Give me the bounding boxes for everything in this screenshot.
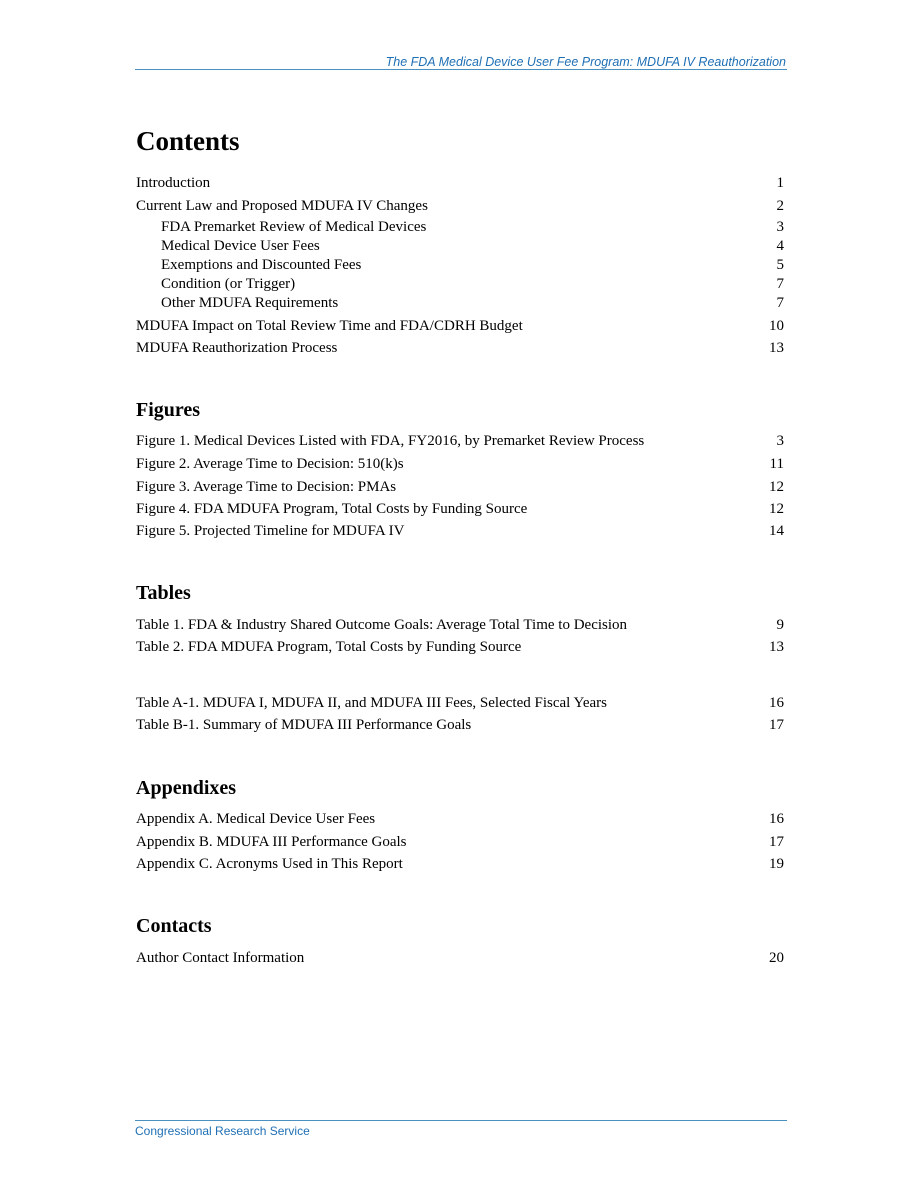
toc-entry-label: Figure 3. Average Time to Decision: PMAs bbox=[136, 479, 397, 495]
toc-entry-figure-2[interactable] bbox=[136, 455, 784, 473]
toc-entry-label: Condition (or Trigger) bbox=[161, 276, 296, 292]
contacts-heading: Contacts bbox=[136, 915, 212, 937]
toc-entry-table-1[interactable] bbox=[136, 616, 784, 634]
figures-heading: Figures bbox=[136, 399, 201, 421]
toc-entry-appendix-c[interactable] bbox=[136, 855, 784, 873]
toc-entry-label: Introduction bbox=[136, 175, 211, 191]
toc-entry-figure-3[interactable] bbox=[136, 478, 784, 496]
toc-page-number: 14 bbox=[769, 523, 784, 539]
running-footer bbox=[135, 1120, 787, 1138]
toc-page-number: 5 bbox=[776, 257, 784, 273]
toc-entry-label: Medical Device User Fees bbox=[161, 238, 320, 254]
toc-entry-figure-4[interactable] bbox=[136, 500, 784, 518]
toc-page-number: 11 bbox=[769, 456, 784, 472]
toc-page-number: 17 bbox=[769, 834, 784, 850]
toc-entry-current-law[interactable] bbox=[136, 197, 784, 215]
toc-entry-label: Table B-1. Summary of MDUFA III Performance Goals bbox=[136, 717, 472, 733]
toc-entry-user-fees[interactable] bbox=[161, 237, 784, 255]
toc-page-number: 13 bbox=[769, 340, 784, 356]
toc-entry-label: Author Contact Information bbox=[136, 950, 305, 966]
toc-entry-label: Table 2. FDA MDUFA Program, Total Costs by Funding Source bbox=[136, 639, 522, 655]
toc-page-number: 12 bbox=[769, 501, 784, 517]
toc-entry-label: Other MDUFA Requirements bbox=[161, 295, 339, 311]
toc-page-number: 16 bbox=[769, 811, 784, 827]
toc-entry-condition[interactable] bbox=[161, 275, 784, 293]
toc-page-number: 2 bbox=[776, 198, 784, 214]
toc-entry-label: FDA Premarket Review of Medical Devices bbox=[161, 219, 427, 235]
toc-entry-label: Appendix C. Acronyms Used in This Report bbox=[136, 856, 403, 872]
toc-page-number: 10 bbox=[769, 318, 784, 334]
toc-entry-label: Current Law and Proposed MDUFA IV Changes bbox=[136, 198, 428, 214]
toc-entry-figure-5[interactable] bbox=[136, 522, 784, 540]
toc-entry-label: Figure 1. Medical Devices Listed with FDA, FY2016, by Premarket Review Process bbox=[136, 433, 645, 449]
toc-entry-label: Figure 4. FDA MDUFA Program, Total Costs by Funding Source bbox=[136, 501, 528, 517]
toc-entry-reauthorization[interactable] bbox=[136, 339, 784, 357]
toc-page-number: 13 bbox=[769, 639, 784, 655]
toc-entry-label: Figure 2. Average Time to Decision: 510(k)s bbox=[136, 456, 404, 472]
toc-entry-table-b1[interactable] bbox=[136, 716, 784, 734]
toc-page-number: 3 bbox=[776, 433, 784, 449]
toc-page-number: 4 bbox=[776, 238, 784, 254]
toc-entry-label: Appendix A. Medical Device User Fees bbox=[136, 811, 376, 827]
toc-entry-label: Table 1. FDA & Industry Shared Outcome Goals: Average Total Time to Decision bbox=[136, 617, 628, 633]
toc-page-number: 1 bbox=[776, 175, 784, 191]
toc-entry-table-2[interactable] bbox=[136, 638, 784, 656]
toc-entry-label: MDUFA Reauthorization Process bbox=[136, 340, 338, 356]
toc-entry-appendix-b[interactable] bbox=[136, 833, 784, 851]
toc-page-number: 19 bbox=[769, 856, 784, 872]
header-title: The FDA Medical Device User Fee Program: MDUFA IV Reauthorization bbox=[385, 55, 786, 69]
toc-entry-other-requirements[interactable] bbox=[161, 294, 784, 312]
contents-heading: Contents bbox=[136, 126, 240, 156]
footer-text: Congressional Research Service bbox=[135, 1124, 310, 1138]
toc-page-number: 16 bbox=[769, 695, 784, 711]
toc-entry-label: Exemptions and Discounted Fees bbox=[161, 257, 362, 273]
toc-entry-figure-1[interactable] bbox=[136, 432, 784, 450]
toc-entry-label: MDUFA Impact on Total Review Time and FDA/CDRH Budget bbox=[136, 318, 523, 334]
tables-heading: Tables bbox=[136, 582, 191, 604]
toc-entry-author-contact[interactable] bbox=[136, 949, 784, 967]
toc-entry-premarket-review[interactable] bbox=[161, 218, 784, 236]
toc-entry-appendix-a[interactable] bbox=[136, 810, 784, 828]
toc-entry-introduction[interactable] bbox=[136, 174, 784, 192]
appendixes-heading: Appendixes bbox=[136, 777, 237, 799]
toc-entry-table-a1[interactable] bbox=[136, 694, 784, 712]
toc-page-number: 3 bbox=[776, 219, 784, 235]
toc-entry-label: Appendix B. MDUFA III Performance Goals bbox=[136, 834, 407, 850]
toc-entry-label: Table A-1. MDUFA I, MDUFA II, and MDUFA III Fees, Selected Fiscal Years bbox=[136, 695, 607, 711]
toc-entry-label: Figure 5. Projected Timeline for MDUFA IV bbox=[136, 523, 405, 539]
toc-page-number: 17 bbox=[769, 717, 784, 733]
running-header bbox=[135, 54, 787, 70]
toc-page-number: 9 bbox=[776, 617, 784, 633]
toc-entry-mdufa-impact[interactable] bbox=[136, 317, 784, 335]
toc-page-number: 7 bbox=[776, 295, 784, 311]
toc-page-number: 12 bbox=[769, 479, 784, 495]
toc-page-number: 7 bbox=[776, 276, 784, 292]
toc-page-number: 20 bbox=[769, 950, 784, 966]
toc-entry-exemptions[interactable] bbox=[161, 256, 784, 274]
